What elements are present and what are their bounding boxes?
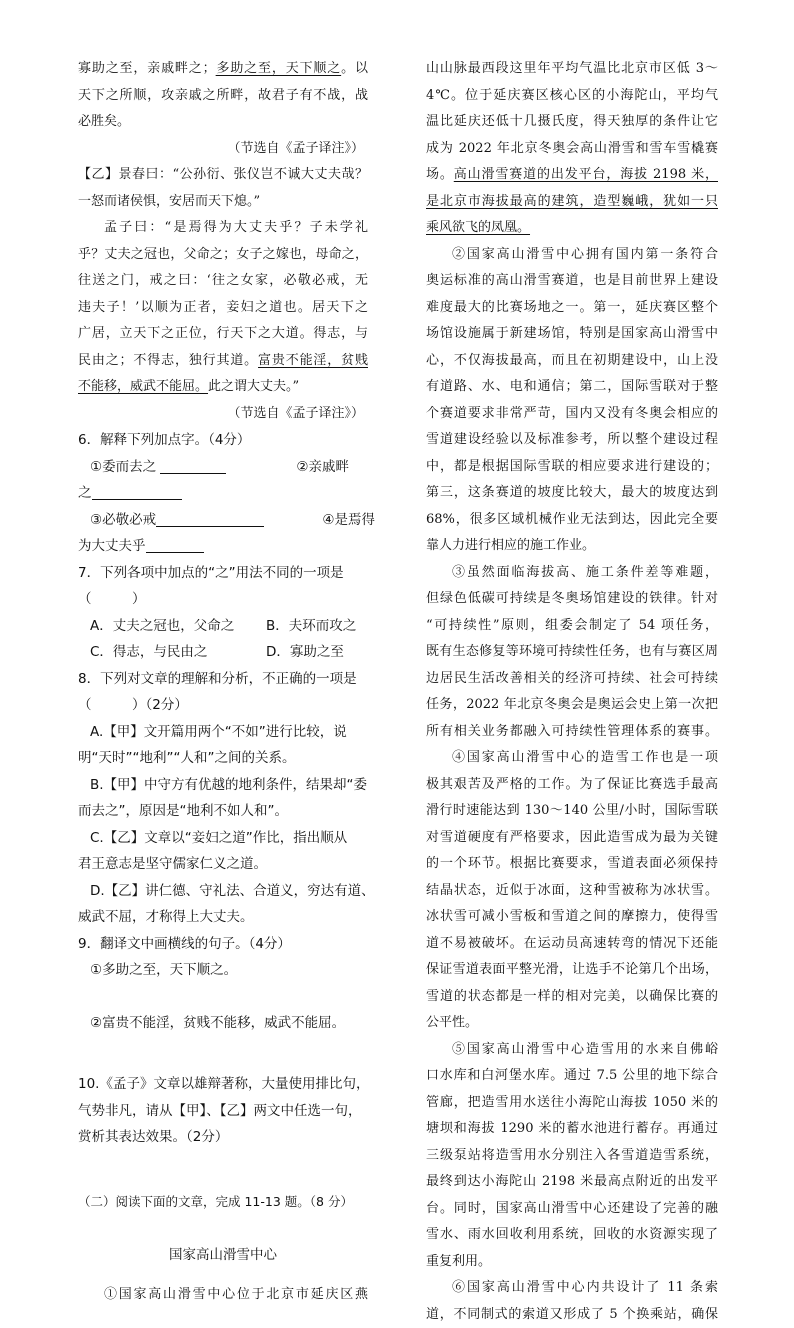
paragraph-line: ④国家高山滑雪中心的造雪工作也是一项 — [426, 745, 718, 772]
article-title: 国家高山滑雪中心 — [78, 1242, 368, 1269]
question-7: 7．下列各项中加点的“之”用法不同的一项是 — [78, 560, 368, 587]
paragraph-line: ⑤国家高山滑雪中心造雪用的水来自佛峪 — [426, 1037, 718, 1064]
q9-sentence-1: ①多助之至，天下顺之。 — [78, 957, 368, 984]
underlined-sentence-1: 多助之至，天下顺之 — [216, 61, 341, 76]
underlined-sentence-2a: 富贵不能淫，贫贱 — [258, 353, 368, 368]
paragraph-line: 结晶状态，近似于冰面，这种雪被称为冰状雪。 — [426, 878, 718, 905]
q6-items-1: ①委而去之 ②亲戚畔 — [78, 454, 368, 481]
paragraph-line: 重复利用。 — [426, 1249, 718, 1276]
paragraph-line: 最终到达小海陀山 2198 米最高点附近的出发平 — [426, 1169, 718, 1196]
paragraph-line: 道，不同制式的索道又形成了 5 个换乘站，确保 — [426, 1302, 718, 1328]
article-paragraph-1-start: ①国家高山滑雪中心位于北京市延庆区燕 — [78, 1282, 368, 1309]
answer-blank[interactable] — [160, 457, 226, 474]
paragraph-line: 雪道的状态都是一样的相对完美，以确保比赛的 — [426, 984, 718, 1011]
right-column — [426, 56, 718, 1328]
paragraph-line: 68%，很多区域机械作业无法到达，因此完全要 — [426, 507, 718, 534]
p1-line-6: 场。高山滑雪赛道的出发平台，海拔 2198 米， — [426, 162, 718, 189]
paragraph-4 — [426, 745, 718, 1037]
paragraph-line: 心，不仅海拔最高，而且在初期建设中，山上没 — [426, 348, 718, 375]
paragraph-line: 极其艰苦及严格的工作。为了保证比赛选手最高 — [426, 772, 718, 799]
paragraph-line: 雪道建设经验以及标准参考，所以整个建设过程 — [426, 427, 718, 454]
q6-items-2-cont: 为大丈夫乎 — [78, 533, 368, 560]
option-a: A．丈夫之冠也，父命之 — [90, 613, 266, 640]
yi-source: （节选自《孟子译注》） — [78, 401, 368, 428]
paragraph-3 — [426, 560, 718, 746]
q8-option-a-2: 明“天时”“地利”“人和”之间的关系。 — [78, 745, 368, 772]
paragraph-line: 任务，2022 年北京冬奥会是奥运会史上第一次把 — [426, 692, 718, 719]
paragraph-line: 难度最大的比赛场地之一。第一，延庆赛区整个 — [426, 295, 718, 322]
paragraph-line: 雪水、雨水回收利用系统，回收的水资源实现了 — [426, 1222, 718, 1249]
jia-source: （节选自《孟子译注》） — [78, 136, 368, 163]
underlined-sentence-2b: 不能移，威武不能屈。 — [78, 379, 208, 394]
q8-option-b-2: 而去之”，原因是“地利不如人和”。 — [78, 798, 368, 825]
paragraph-line: 奥运标准的高山滑雪赛道，也是目前世界上建设 — [426, 268, 718, 295]
paragraph-5 — [426, 1037, 718, 1276]
underlined-sentence-3b: 是北京市海拔最高的建筑，造型巍峨，犹如一只 — [426, 194, 718, 209]
paragraph-line: 有道路、水、电和通信；第二，国际雪联对于整 — [426, 374, 718, 401]
p1-line-8 — [426, 215, 718, 242]
question-8: 8．下列对文章的理解和分析，不正确的一项是 — [78, 666, 368, 693]
paragraph-line: 公平性。 — [426, 1010, 718, 1037]
q8-option-b-1: B.【甲】中守方有优越的地利条件，结果却“委 — [78, 772, 368, 799]
q6-items-1-cont: 之 — [78, 480, 368, 507]
paragraph-line: 道不易被破坏。在运动员高速转弯的情况下还能 — [426, 931, 718, 958]
q8-option-c-1: C.【乙】文章以“妾妇之道”作比，指出顺从 — [78, 825, 368, 852]
q8-answer-paren: （ ）（2分） — [78, 692, 368, 719]
paragraph-line: 第三，这条赛道的坡度比较大，最大的坡度达到 — [426, 480, 718, 507]
paragraph-line: ③虽然面临海拔高、施工条件差等难题， — [426, 560, 718, 587]
p1-line-5: 成为 2022 年北京冬奥会高山滑雪和雪车雪橇赛 — [426, 136, 718, 163]
answer-space[interactable] — [78, 984, 368, 1011]
jia-line-3: 必胜矣。 — [78, 109, 368, 136]
paragraph-line: 场馆设施属于新建场馆，特别是国家高山滑雪中 — [426, 321, 718, 348]
paragraph-line: 塘坝和海拔 1290 米的蓄水池进行蓄存。再通过 — [426, 1116, 718, 1143]
paragraph-line: 靠人力进行相应的施工作业。 — [426, 533, 718, 560]
left-column — [78, 56, 368, 1309]
p1-line-3: 4℃。位于延庆赛区核心区的小海陀山，平均气 — [426, 83, 718, 110]
q6-items-2: ③必敬必戒 ④是焉得 — [78, 507, 368, 534]
answer-space[interactable] — [78, 1151, 368, 1189]
paragraph-line: 既有生态修复等环境可持续性任务，也有与赛区周 — [426, 639, 718, 666]
paragraph-line: ⑥国家高山滑雪中心内共设计了 11 条索 — [426, 1275, 718, 1302]
jia-line-2: 天下之所顺，攻亲戚之所畔，故君子有不战，战 — [78, 83, 368, 110]
yi-line-9: 不能移，威武不能屈。此之谓大丈夫。” — [78, 374, 368, 401]
p1-line-4: 温比延庆还低十几摄氏度，得天独厚的条件让它 — [426, 109, 718, 136]
yi-line-4: 乎？丈夫之冠也，父命之；女子之嫁也，母命之， — [78, 242, 368, 269]
q8-option-d-1: D.【乙】讲仁德、守礼法、合道义，穷达有道、 — [78, 878, 368, 905]
question-10-line-1: 10.《孟子》文章以雄辩著称，大量使用排比句， — [78, 1071, 368, 1098]
yi-line-1: 【乙】景春曰：“公孙衍、张仪岂不诚大丈夫哉？ — [78, 162, 368, 189]
paragraph-line: 但绿色低碳可持续是冬奥场馆建设的铁律。针对 — [426, 586, 718, 613]
yi-line-7: 广居，立天下之正位，行天下之大道。得志，与 — [78, 321, 368, 348]
paragraph-line: 中，都是根据国际雪联的相应要求进行建设的； — [426, 454, 718, 481]
paragraph-line: 所有相关业务都融入可持续性管理体系的赛事。 — [426, 719, 718, 746]
option-b: B．夫环而攻之 — [266, 618, 356, 634]
yi-line-6: 违夫子！’以顺为正者，妾妇之道也。居天下之 — [78, 295, 368, 322]
paragraph-2 — [426, 242, 718, 560]
answer-blank[interactable] — [92, 483, 182, 500]
paragraph-line: 滑行时速能达到 130～140 公里/小时，国际雪联 — [426, 798, 718, 825]
q8-option-c-2: 君王意志是坚守儒家仁义之道。 — [78, 851, 368, 878]
paragraph-line: ②国家高山滑雪中心拥有国内第一条符合 — [426, 242, 718, 269]
underlined-sentence-3c: 乘风欲飞的凤凰。 — [426, 220, 530, 235]
option-c: C．得志，与民由之 — [90, 639, 266, 666]
paragraph-line: 个赛道要求非常严苛，国内又没有冬奥会相应的 — [426, 401, 718, 428]
option-d: D．寡助之至 — [266, 644, 344, 660]
section-2-heading: （二）阅读下面的文章，完成 11-13 题。（8 分） — [78, 1189, 368, 1216]
q7-options-2 — [78, 639, 368, 666]
p1-line-7 — [426, 189, 718, 216]
jia-line-1: 寡助之至，亲戚畔之；多助之至，天下顺之。以 — [78, 56, 368, 83]
underlined-sentence-3a: 高山滑雪赛道的出发平台，海拔 2198 米， — [454, 167, 718, 182]
paragraph-line: 的一个环节。根据比赛要求，雪道表面必须保持 — [426, 851, 718, 878]
yi-line-8: 民由之；不得志，独行其道。富贵不能淫，贫贱 — [78, 348, 368, 375]
p1-line-2: 山山脉最西段这里年平均气温比北京市区低 3～ — [426, 56, 718, 83]
yi-line-2: 一怒而诸侯惧，安居而天下熄。” — [78, 189, 368, 216]
yi-line-5: 往送之门，戒之曰：‘往之女家，必敬必戒，无 — [78, 268, 368, 295]
paragraph-6 — [426, 1275, 718, 1328]
q7-options-1 — [78, 613, 368, 640]
answer-blank[interactable] — [146, 536, 204, 553]
paragraph-line: “可持续性”原则，组委会制定了 54 项任务， — [426, 613, 718, 640]
paragraph-line: 台。同时，国家高山滑雪中心还建设了完善的融 — [426, 1196, 718, 1223]
paragraph-line: 口水库和白河堡水库。通过 7.5 公里的地下综合 — [426, 1063, 718, 1090]
q7-answer-paren: （ ） — [78, 586, 368, 613]
paragraph-line: 保证雪道表面平整光滑，让选手不论第几个出场， — [426, 957, 718, 984]
q9-sentence-2: ②富贵不能淫，贫贱不能移，威武不能屈。 — [78, 1010, 368, 1037]
paragraph-line: 三级泵站将造雪用水分别注入各雪道造雪系统， — [426, 1143, 718, 1170]
q8-option-d-2: 威武不屈，才称得上大丈夫。 — [78, 904, 368, 931]
paragraph-line: 冰状雪可减小雪板和雪道之间的摩擦力，使得雪 — [426, 904, 718, 931]
paragraph-line: 边居民生活改善相关的经济可持续、社会可持续 — [426, 666, 718, 693]
question-10-line-2: 气势非凡，请从【甲】、【乙】两文中任选一句， — [78, 1098, 368, 1125]
q8-option-a-1: A.【甲】文开篇用两个“不如”进行比较，说 — [78, 719, 368, 746]
question-9: 9．翻译文中画横线的句子。（4分） — [78, 931, 368, 958]
yi-line-3: 孟子曰：“是焉得为大丈夫乎？子未学礼 — [78, 215, 368, 242]
paragraph-line: 管廊，把造雪用水送往小海陀山海拔 1050 米的 — [426, 1090, 718, 1117]
answer-blank[interactable] — [156, 510, 264, 527]
question-10-line-3: 赏析其表达效果。（2分） — [78, 1124, 368, 1151]
answer-space[interactable] — [78, 1037, 368, 1064]
question-6: 6．解释下列加点字。（4分） — [78, 427, 368, 454]
paragraph-line: 对雪道硬度有严格要求，因此造雪成为最为关键 — [426, 825, 718, 852]
